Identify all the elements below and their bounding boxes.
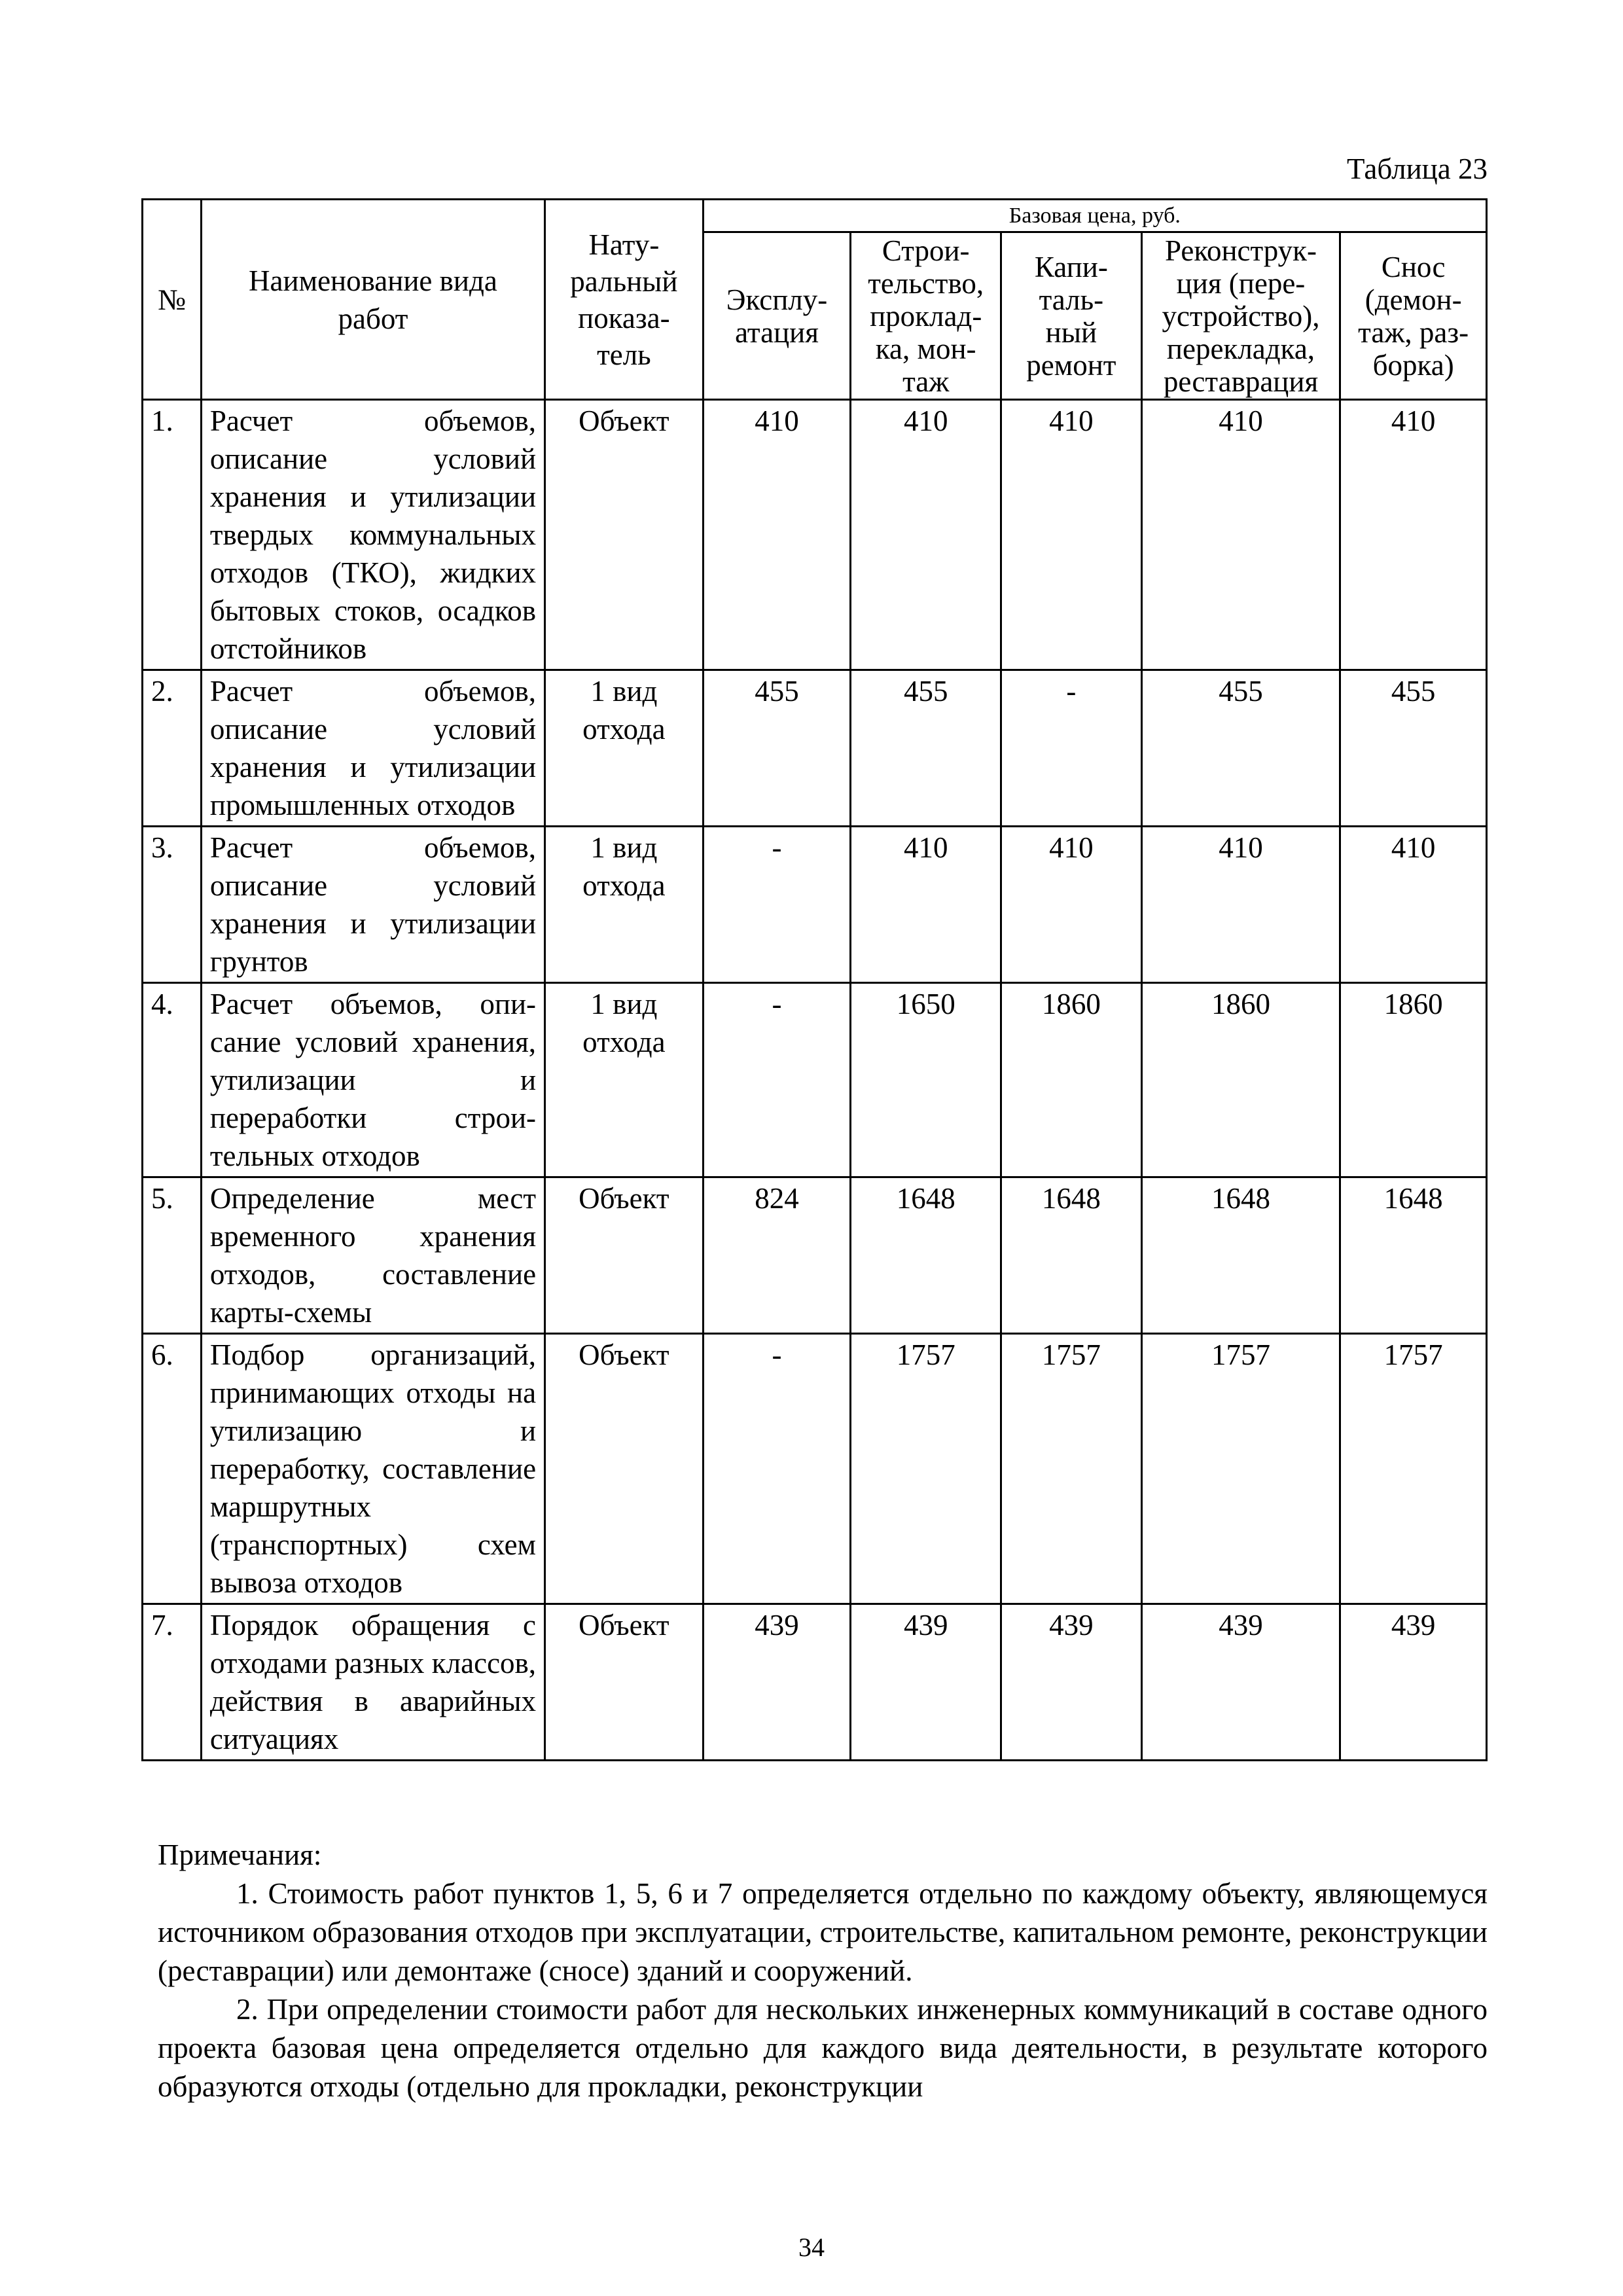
price-value: 410 — [1340, 400, 1487, 670]
price-value: 455 — [851, 670, 1001, 827]
table-row — [143, 827, 1487, 983]
price-value: 410 — [851, 400, 1001, 670]
price-table — [141, 198, 1488, 1761]
row-number: 6. — [143, 1334, 202, 1604]
row-number: 1. — [143, 400, 202, 670]
price-value: 410 — [1141, 400, 1340, 670]
page-number: 34 — [798, 2233, 825, 2262]
header-price-col-3: Капи- таль- ный ремонт — [1001, 232, 1142, 400]
price-value: 439 — [1001, 1604, 1142, 1761]
natural-unit: Объект — [545, 1604, 704, 1761]
row-number: 7. — [143, 1604, 202, 1761]
notes-title: Примечания: — [158, 1839, 322, 1871]
natural-unit: Объект — [545, 1334, 704, 1604]
price-value: 1648 — [851, 1177, 1001, 1334]
price-value: - — [703, 983, 851, 1177]
price-value: 824 — [703, 1177, 851, 1334]
price-value: 1648 — [1141, 1177, 1340, 1334]
table-row — [143, 1177, 1487, 1334]
row-number: 4. — [143, 983, 202, 1177]
work-name: Расчет объемов, описание условий хранения и утилизации грунтов — [201, 827, 544, 983]
work-name: Расчет объемов, описание условий хранения и утилизации промышленных отходов — [201, 670, 544, 827]
price-value: 439 — [851, 1604, 1001, 1761]
price-value: 455 — [1141, 670, 1340, 827]
price-value: 1648 — [1001, 1177, 1142, 1334]
price-value: - — [703, 1334, 851, 1604]
note-1: 1. Стоимость работ пунктов 1, 5, 6 и 7 определяется отдельно по каждому объекту, являющемуся источником образования отходов при эксплуатации, строительстве, капитальном ремонте, реконструкции (реставрации) или демонтаже (сносе) зданий и сооружений. — [158, 1877, 1488, 1987]
price-value: 1757 — [1340, 1334, 1487, 1604]
header-base-price: Базовая цена, руб. — [703, 200, 1486, 232]
row-number: 5. — [143, 1177, 202, 1334]
work-name: Порядок обращения с отходами разных классов, действия в аварийных ситуациях — [201, 1604, 544, 1761]
price-value: - — [1001, 670, 1142, 827]
header-price-col-5: Снос (демон- таж, раз- борка) — [1340, 232, 1487, 400]
header-name: Наименование вида работ — [201, 200, 544, 400]
header-unit: Нату- ральный показа- тель — [545, 200, 704, 400]
work-name: Расчет объемов, описание условий хранения и утилизации твердых коммунальных отходов (ТКО), жидких бытовых стоков, осадков отстойников — [201, 400, 544, 670]
price-value: 1648 — [1340, 1177, 1487, 1334]
notes — [158, 1836, 1488, 2106]
row-number: 3. — [143, 827, 202, 983]
price-value: 410 — [1141, 827, 1340, 983]
work-name: Расчет объемов, описание условий хранения, утилизации и переработки строительных отходов — [201, 983, 544, 1177]
natural-unit: 1 вид отхода — [545, 827, 704, 983]
table-title: Таблица 23 — [1347, 152, 1488, 185]
price-value: 1860 — [1340, 983, 1487, 1177]
price-value: 455 — [1340, 670, 1487, 827]
price-value: 439 — [703, 1604, 851, 1761]
work-name: Определение мест временного хранения отходов, составление карты-схемы — [201, 1177, 544, 1334]
natural-unit: Объект — [545, 1177, 704, 1334]
price-value: 410 — [1001, 827, 1142, 983]
table-row — [143, 1334, 1487, 1604]
price-value: 439 — [1141, 1604, 1340, 1761]
header-number: № — [143, 200, 202, 400]
natural-unit: 1 вид отхода — [545, 983, 704, 1177]
table-row — [143, 983, 1487, 1177]
price-value: 455 — [703, 670, 851, 827]
price-value: - — [703, 827, 851, 983]
header-price-col-1: Эксплу- атация — [703, 232, 851, 400]
table-row — [143, 1604, 1487, 1761]
price-value: 1650 — [851, 983, 1001, 1177]
work-name: Подбор организаций, принимающих отходы на утилизацию и переработку, составление маршрутных (транспортных) схем вывоза отходов — [201, 1334, 544, 1604]
price-value: 410 — [703, 400, 851, 670]
price-value: 439 — [1340, 1604, 1487, 1761]
price-value: 1757 — [851, 1334, 1001, 1604]
price-value: 1860 — [1001, 983, 1142, 1177]
row-number: 2. — [143, 670, 202, 827]
table-row — [143, 670, 1487, 827]
price-value: 1757 — [1141, 1334, 1340, 1604]
price-value: 410 — [1340, 827, 1487, 983]
header-price-col-2: Строи- тельство, проклад- ка, мон- таж — [851, 232, 1001, 400]
price-value: 1757 — [1001, 1334, 1142, 1604]
natural-unit: 1 вид отхода — [545, 670, 704, 827]
price-value: 410 — [1001, 400, 1142, 670]
price-value: 1860 — [1141, 983, 1340, 1177]
table-row — [143, 400, 1487, 670]
natural-unit: Объект — [545, 400, 704, 670]
header-price-col-4: Реконструк- ция (пере- устройство), перекладка, реставрация — [1141, 232, 1340, 400]
price-value: 410 — [851, 827, 1001, 983]
note-2: 2. При определении стоимости работ для нескольких инженерных коммуникаций в составе одного проекта базовая цена определяется отдельно для каждого вида деятельности, в результате которого образуются отходы (отдельно для прокладки, реконструкции — [158, 1993, 1488, 2103]
